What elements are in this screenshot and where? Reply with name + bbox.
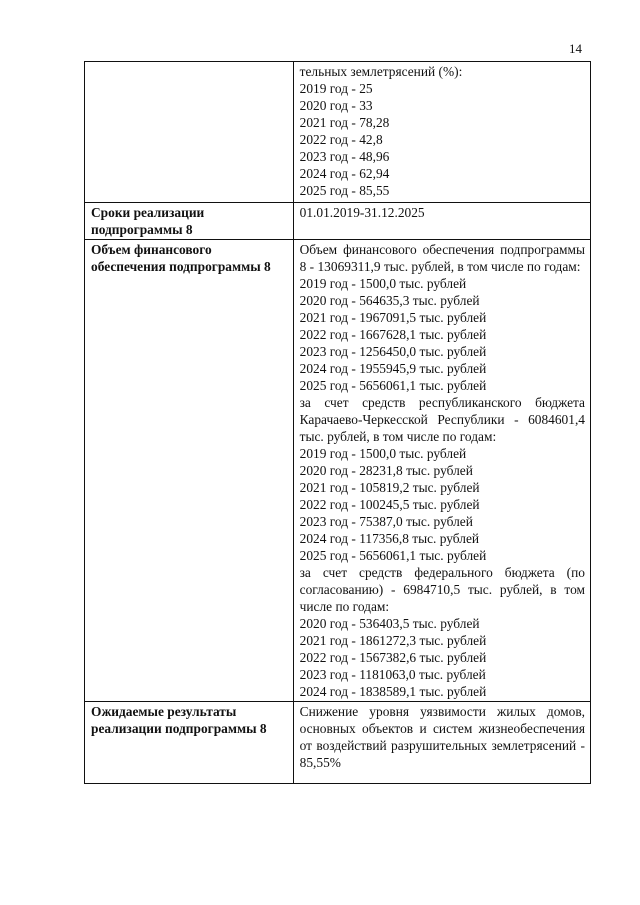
year-line: 2020 год - 28231,8 тыс. рублей xyxy=(299,463,473,478)
table-row xyxy=(85,240,591,702)
text-line: 2023 год - 48,96 xyxy=(299,149,390,164)
text-line: 2020 год - 33 xyxy=(299,98,373,113)
financing-intro: Объем финансового обеспечения подпрограммы 8 - 13069311,9 тыс. рублей, в том числе по годам: xyxy=(299,242,585,274)
text-line: 2019 год - 25 xyxy=(299,81,373,96)
year-line: 2022 год - 1667628,1 тыс. рублей xyxy=(299,327,487,342)
row-value xyxy=(293,203,590,240)
row-value: Снижение уровня уязвимости жилых домов, основных объектов и систем жизнеобеспечения от воздействий разрушительных землетрясений - 85,55% xyxy=(293,702,590,784)
year-line: 2023 год - 75387,0 тыс. рублей xyxy=(299,514,473,529)
year-line: 2020 год - 536403,5 тыс. рублей xyxy=(299,616,480,631)
table-row xyxy=(85,62,591,203)
row-label xyxy=(85,62,294,203)
year-line: 2024 год - 117356,8 тыс. рублей xyxy=(299,531,480,546)
row-label: Ожидаемые результаты реализации подпрограммы 8 xyxy=(85,702,294,784)
year-line: 2021 год - 105819,2 тыс. рублей xyxy=(299,480,480,495)
year-line: 2022 год - 1567382,6 тыс. рублей xyxy=(299,650,487,665)
year-line: 2025 год - 5656061,1 тыс. рублей xyxy=(299,378,487,393)
page-number: 14 xyxy=(569,41,582,56)
year-line: 2021 год - 1861272,3 тыс. рублей xyxy=(299,633,487,648)
text-line: 2022 год - 42,8 xyxy=(299,132,383,147)
row-label: Сроки реализации подпрограммы 8 xyxy=(85,203,294,240)
row-value xyxy=(293,240,590,702)
regional-budget-intro: за счет средств республиканского бюджета Карачаево-Черкесской Республики - 6084601,4 тыс. рублей, в том числе по годам: xyxy=(299,395,585,444)
table-row xyxy=(85,203,591,240)
year-line: 2025 год - 5656061,1 тыс. рублей xyxy=(299,548,487,563)
federal-budget-intro: за счет средств федерального бюджета (по согласованию) - 6984710,5 тыс. рублей, в том числе по годам: xyxy=(299,565,585,614)
year-line: 2019 год - 1500,0 тыс. рублей xyxy=(299,446,467,461)
text-line: 2021 год - 78,28 xyxy=(299,115,390,130)
text-line: 2025 год - 85,55 xyxy=(299,183,390,198)
year-line: 2023 год - 1181063,0 тыс. рублей xyxy=(299,667,486,682)
table-row xyxy=(85,702,591,784)
row-label: Объем финансового обеспечения подпрограммы 8 xyxy=(85,240,294,702)
year-line: 2021 год - 1967091,5 тыс. рублей xyxy=(299,310,487,325)
text-line: 2024 год - 62,94 xyxy=(299,166,390,181)
year-line: 2022 год - 100245,5 тыс. рублей xyxy=(299,497,480,512)
year-line: 2023 год - 1256450,0 тыс. рублей xyxy=(299,344,487,359)
year-line: 2019 год - 1500,0 тыс. рублей xyxy=(299,276,467,291)
year-line: 2024 год - 1838589,1 тыс. рублей xyxy=(299,684,487,699)
year-line: 2024 год - 1955945,9 тыс. рублей xyxy=(299,361,487,376)
year-line: 2020 год - 564635,3 тыс. рублей xyxy=(299,293,480,308)
text-line: 01.01.2019-31.12.2025 xyxy=(299,205,425,220)
subprogram-passport-table xyxy=(84,61,591,784)
row-value xyxy=(293,62,590,203)
text-line: тельных землетрясений (%): xyxy=(299,64,463,79)
